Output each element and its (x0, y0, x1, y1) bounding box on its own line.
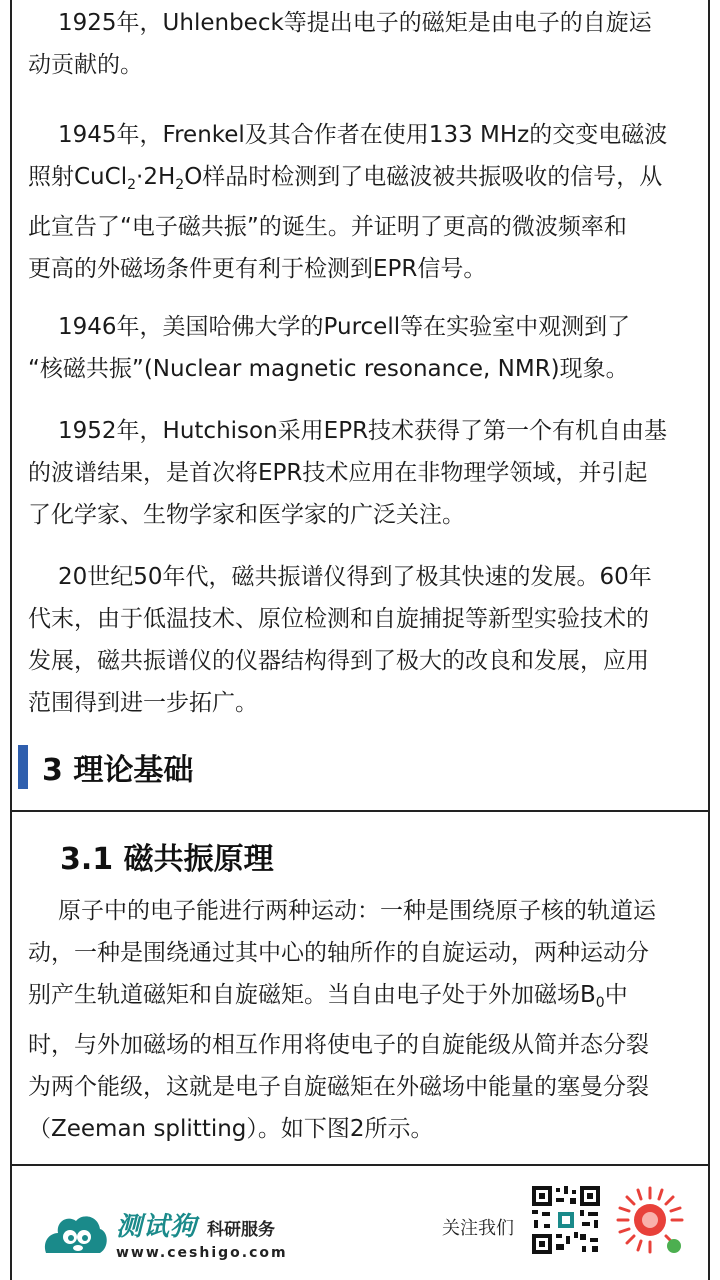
paragraph-1945 (28, 114, 692, 290)
text-line: 更高的外磁场条件更有利于检测到EPR信号。 (28, 256, 487, 282)
brand-url[interactable]: www.ceshigo.com (116, 1245, 288, 1261)
footer-divider (10, 1164, 710, 1166)
text-line: 1945年，Frenkel及其合作者在使用133 MHz的交变电磁波 (58, 122, 668, 148)
text-line: 的波谱结果，是首次将EPR技术应用在非物理学领域，并引起 (28, 460, 648, 486)
text-line: 时，与外加磁场的相互作用将使电子的自旋能级从简并态分裂 (28, 1032, 649, 1058)
text-line: 别产生轨道磁矩和自旋磁矩。当自由电子处于外加磁场$B_0$中 (28, 982, 628, 1011)
section-title: 3 理论基础 (42, 753, 194, 788)
dog-logo-icon (40, 1207, 110, 1261)
text-line: 1952年，Hutchison采用EPR技术获得了第一个有机自由基 (58, 418, 668, 444)
text-line: 此宣告了“电子磁共振”的诞生。并证明了更高的微波频率和 (28, 214, 627, 240)
paragraph-1946 (28, 306, 692, 390)
paragraph-magnetic-resonance (28, 890, 692, 1150)
follow-us-label: 关注我们 (442, 1218, 514, 1239)
text-line: 照射$CuCl_2\cdot 2H_2O$样品时检测到了电磁波被共振吸收的信号，从 (28, 164, 663, 193)
text-line: 代末，由于低温技术、原位检测和自旋捕捉等新型实验技术的 (28, 606, 649, 632)
brand-name: 测试狗 (116, 1212, 198, 1242)
divider (10, 810, 710, 812)
text-line: 了化学家、生物学家和医学家的广泛关注。 (28, 502, 465, 528)
text-line: 范围得到进一步拓广。 (28, 690, 258, 716)
text-line: （Zeeman splitting）。如下图2所示。 (28, 1116, 434, 1142)
text-line: 20世纪50年代，磁共振谱仪得到了极其快速的发展。60年 (58, 564, 652, 590)
text-line: 动贡献的。 (28, 52, 143, 78)
text-line: 动，一种是围绕通过其中心的轴所作的自旋运动，两种运动分 (28, 940, 649, 966)
text-line: 1925年，Uhlenbeck等提出电子的磁矩是由电子的自旋运 (58, 10, 652, 36)
text-line: 原子中的电子能进行两种运动：一种是围绕原子核的轨道运 (58, 898, 656, 924)
brand-service: 科研服务 (207, 1220, 276, 1240)
section-heading (18, 744, 193, 790)
paragraph-1950s (28, 556, 692, 724)
subsection-title: 3.1 磁共振原理 (60, 842, 274, 877)
paragraph-1952 (28, 410, 692, 536)
paragraph-1925 (28, 2, 692, 86)
text-line: 1946年，美国哈佛大学的Purcell等在实验室中观测到了 (58, 314, 631, 340)
footer (10, 1168, 710, 1280)
text-line: 发展，磁共振谱仪的仪器结构得到了极大的改良和发展，应用 (28, 648, 649, 674)
qr-code-icon[interactable] (530, 1184, 602, 1256)
brand-logo[interactable] (40, 1206, 288, 1261)
text-line: 为两个能级，这就是电子自旋磁矩在外磁场中能量的塞曼分裂 (28, 1074, 649, 1100)
text-line: “核磁共振”(Nuclear magnetic resonance, NMR)现象。 (28, 356, 629, 382)
accent-bar (18, 745, 28, 789)
mini-program-code-icon[interactable] (612, 1182, 688, 1258)
